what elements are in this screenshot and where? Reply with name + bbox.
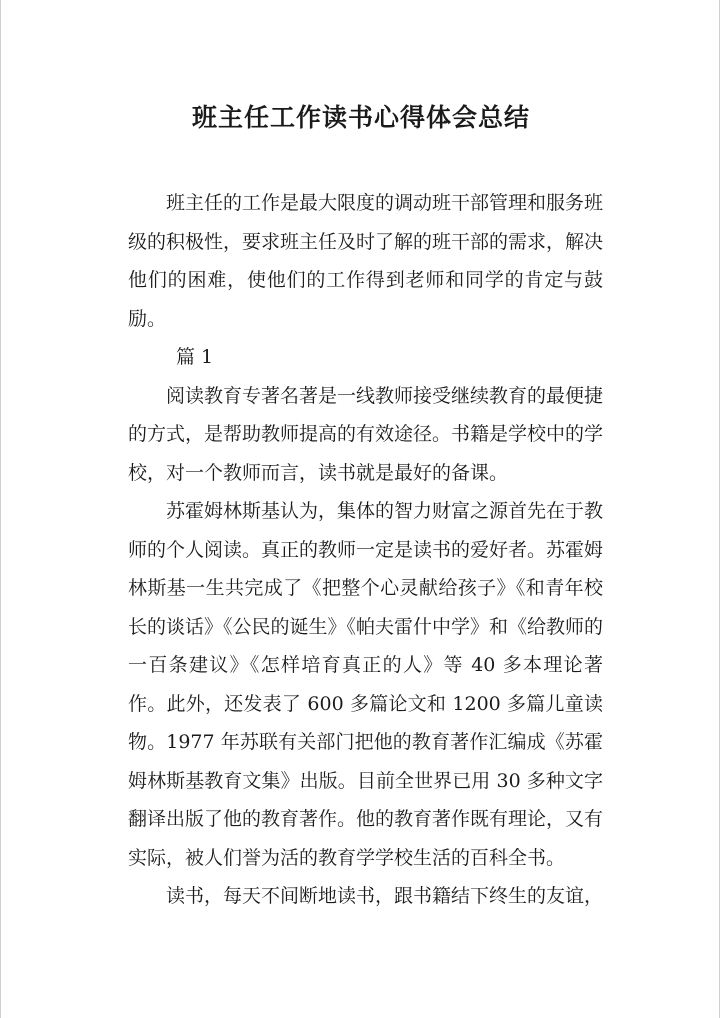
paragraph: 阅读教育专著名著是一线教师接受继续教育的最便捷的方式，是帮助教师提高的有效途径。书籍是学校中的学校，对一个教师而言，读书就是最好的备课。	[128, 384, 604, 484]
paragraph-intro: 班主任的工作是最大限度的调动班干部管理和服务班级的积极性，要求班主任及时了解的班干部的需求，解决他们的困难，使他们的工作得到老师和同学的肯定与鼓励。	[128, 192, 604, 330]
paragraph: 读书，每天不间断地读书，跟书籍结下终生的友谊，	[166, 885, 604, 907]
document-body	[128, 184, 603, 916]
paragraph: 苏霍姆林斯基认为，集体的智力财富之源首先在于教师的个人阅读。真正的教师一定是读书的爱好者。苏霍姆林斯基一生共完成了《把整个心灵献给孩子》《和青年校长的谈话》《公民的诞生》《帕夫雷什中学》和《给教师的一百条建议》《怎样培育真正的人》等 40 多本理论著作。此外，还发表了 600 多篇论文和 1200 多篇儿童读物。1977 年苏联有关部门把他的教育著作汇编成《苏霍姆林斯基教育文集》出版。目前全世界已用 30 多种文字翻译出版了他的教育著作。他的教育著作既有理论，又有实际，被人们誉为活的教育学学校生活的百科全书。	[128, 500, 604, 869]
document-title: 班主任工作读书心得体会总结	[191, 103, 530, 132]
section-heading: 篇 1	[176, 346, 214, 368]
